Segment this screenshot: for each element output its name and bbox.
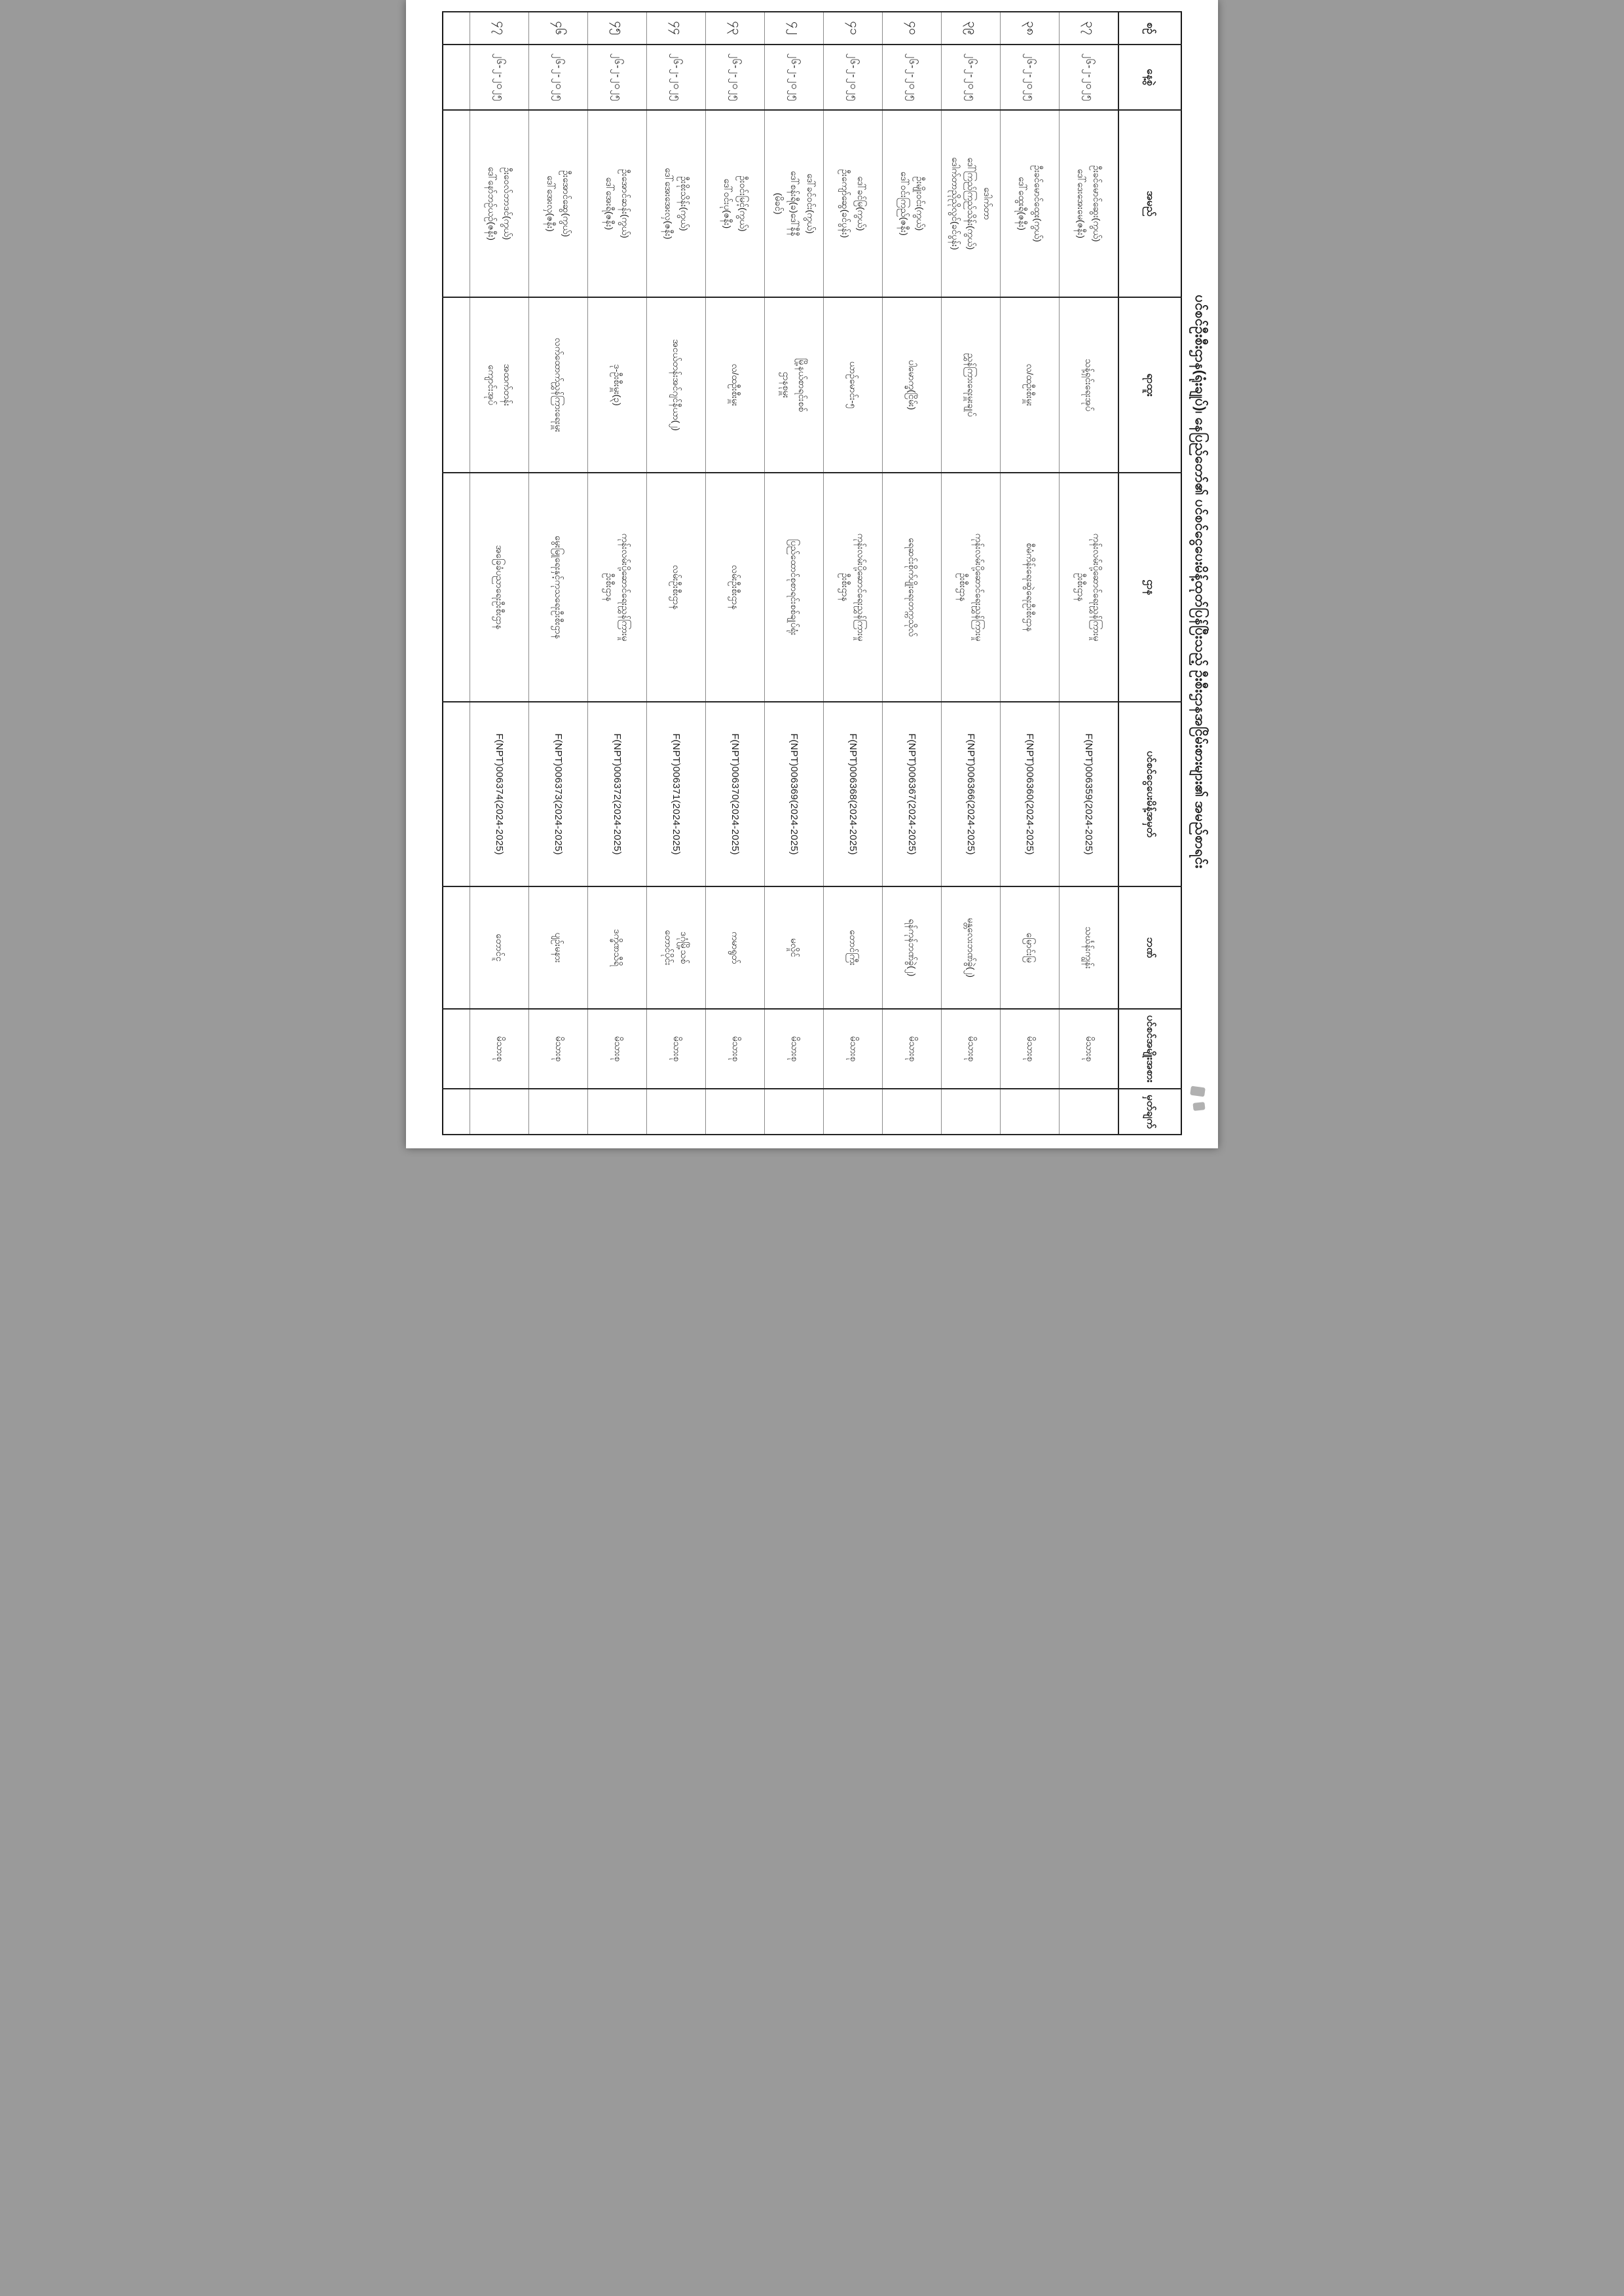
cell-bank: ရန်ကုန်ဘဏ်ခွဲ(၂) xyxy=(883,886,942,1009)
rotated-landscape-sheet xyxy=(406,0,1218,1148)
column-header-bank: ဘဏ် xyxy=(1118,886,1181,1009)
cell-permit: F(NPT)006371(2024-2025) xyxy=(647,702,706,886)
cell-date: ၂၆-၂-၂၀၂၅ xyxy=(765,45,824,110)
cell-name: ဦးဝေလ်ဘာဒင်(ကွယ်) ဒေါ်နော်ဘဉ်ယဉ်(ဇနီး) xyxy=(470,110,529,297)
cell-bank: တောင်ငူ xyxy=(470,886,529,1009)
cell-bank: မလှိုင် xyxy=(765,886,824,1009)
cell-no: ၃၈ xyxy=(1001,12,1060,45)
table-row xyxy=(470,12,529,1135)
cell-rank: အထက်တန်း ကျောင်းအုပ် xyxy=(470,297,529,473)
cell-no: ၄၆ xyxy=(529,12,588,45)
cell-bank: ဒက္ခိဏသီရိ xyxy=(588,886,647,1009)
cell-type: မိသားစု xyxy=(942,1009,1001,1089)
empty-cell xyxy=(443,886,470,1009)
cell-rank: လ/ထဦးစီးမှူး xyxy=(1001,297,1060,473)
cell-name: ဒေါက်တာ ဒေါ်ကြည်ကြည်သိန်း(ကွယ်) ဒေါက်တာညိုညိုလွင်(ခင်ပွန်း) xyxy=(942,110,1001,297)
cell-date: ၂၆-၂-၂၀၂၅ xyxy=(883,45,942,110)
column-header-dept: ဌာန xyxy=(1118,473,1181,702)
table-row xyxy=(706,12,765,1135)
column-header-permit: ပင်စင်ငွေပေးမိန့်အမှတ် xyxy=(1118,702,1181,886)
cell-bank: မြောင်းမြ xyxy=(1001,886,1060,1009)
empty-cell xyxy=(443,702,470,886)
table-body xyxy=(443,12,1118,1135)
cell-rank: အငယ်တန်းအင်ဂျင်နီယာ(၂) xyxy=(647,297,706,473)
cell-dept: လမ်းဦးစီးဌာန xyxy=(647,473,706,702)
empty-cell xyxy=(443,473,470,702)
cell-dept: ကုန်းလမ်းပို့ဆောင်ရေးညွှန်ကြားမှု ဦးစီးဌာန xyxy=(1060,473,1118,702)
table-row xyxy=(1001,12,1060,1135)
cell-date: ၂၆-၂-၂၀၂၅ xyxy=(1060,45,1118,110)
cell-name: ဦးအောင်ဆန်း(ကွယ်) ဒေါ်အေးရီ(ဇနီး) xyxy=(588,110,647,297)
cell-no: ၄၅ xyxy=(588,12,647,45)
cell-permit: F(NPT)006359(2024-2025) xyxy=(1060,702,1118,886)
cell-date: ၂၆-၂-၂၀၂၅ xyxy=(529,45,588,110)
column-header-rank: ရာထူး xyxy=(1118,297,1181,473)
empty-row xyxy=(443,12,470,1135)
cell-no: ၄၄ xyxy=(647,12,706,45)
cell-dept: ပြည်ထောင်စုစာရင်းစစ်ချုပ်ရုံး xyxy=(765,473,824,702)
cell-dept: မွေးမြူရေးနှင့်ကုသရေးဦးစီးဌာန xyxy=(529,473,588,702)
column-header-type: ပင်စင်အမျိုးအစား xyxy=(1118,1009,1181,1089)
cell-type: မိသားစု xyxy=(588,1009,647,1089)
column-header-date: နေ့စွဲ xyxy=(1118,45,1181,110)
table-row xyxy=(765,12,824,1135)
cell-remark xyxy=(588,1089,647,1135)
cell-name: ဦးအောင်ဆွေ(ကွယ်) ဒေါ်အေးလှ(ဇနီး) xyxy=(529,110,588,297)
cell-remark xyxy=(706,1089,765,1135)
cell-no: ၄၃ xyxy=(706,12,765,45)
cell-type: မိသားစု xyxy=(824,1009,883,1089)
table-row xyxy=(529,12,588,1135)
cell-bank: တောင်ကြီး xyxy=(824,886,883,1009)
empty-cell xyxy=(443,12,470,45)
cell-date: ၂၆-၂-၂၀၂၅ xyxy=(942,45,1001,110)
table-row xyxy=(647,12,706,1135)
corner-smudge xyxy=(1188,1087,1208,1130)
cell-permit: F(NPT)006368(2024-2025) xyxy=(824,702,883,886)
cell-type: မိသားစု xyxy=(529,1009,588,1089)
cell-date: ၂၆-၂-၂၀၂၅ xyxy=(647,45,706,110)
cell-remark xyxy=(824,1089,883,1135)
document-title: ပင်စင်ဦးစီးဌာန(ရုံးချုပ်)၊ နေပြည်တော်၏ ပင်စင်ငွေပေးမိန့်ထုတ်ပြန်ပြီးသည့် ဦးစီးဌာနအငြိမ်းစားများ၏ အမည်စာရင်း xyxy=(1192,295,1208,869)
cell-no: ၄၇ xyxy=(470,12,529,45)
table-row xyxy=(1060,12,1118,1135)
cell-date: ၂၆-၂-၂၀၂၅ xyxy=(1001,45,1060,110)
table-row xyxy=(824,12,883,1135)
empty-cell xyxy=(443,110,470,297)
cell-rank: ညွှန်ကြားရေးမှူးချုပ် xyxy=(942,297,1001,473)
cell-dept: လမ်းဦးစီးဌာန xyxy=(706,473,765,702)
column-header-name: အမည် xyxy=(1118,110,1181,297)
cell-rank: ပါမောက္ခ(ငြိမ်း) xyxy=(883,297,942,473)
column-header-no: စဉ် xyxy=(1118,12,1181,45)
cell-name: ဦးမျိုးဝင်း(ကွယ်) ဒေါ်ဝင်းကြည်(ဇနီး) xyxy=(883,110,942,297)
cell-type: မိသားစု xyxy=(883,1009,942,1089)
cell-no: ၄၁ xyxy=(824,12,883,45)
empty-cell xyxy=(443,45,470,110)
cell-bank: မန္တလေးဘဏ်ခွဲ(၂) xyxy=(942,886,1001,1009)
cell-name: ဒေါ်ခင်မြ(ကွယ်) ဦးကျော်ဆွေ(ခင်ပွန်း) xyxy=(824,110,883,297)
cell-dept: ကုန်းလမ်းပို့ဆောင်ရေးညွှန်ကြားမှု ဦးစီးဌာန xyxy=(824,473,883,702)
cell-type: မိသားစု xyxy=(470,1009,529,1089)
cell-dept: စီမံကိန်းရေးဆွဲရေးဦးစီးဌာန xyxy=(1001,473,1060,702)
cell-date: ၂၆-၂-၂၀၂၅ xyxy=(470,45,529,110)
cell-permit: F(NPT)006372(2024-2025) xyxy=(588,702,647,886)
cell-dept: ကုန်းလမ်းပို့ဆောင်ရေးညွှန်ကြားမှု ဦးစီးဌာန xyxy=(588,473,647,702)
cell-remark xyxy=(470,1089,529,1135)
cell-type: မိသားစု xyxy=(1001,1009,1060,1089)
table-header xyxy=(1118,12,1181,1135)
cell-name: ဦးခင်မောင်ထွေး(ကွယ်) ဒေါ်ထွေးရီ(ဇနီး) xyxy=(1001,110,1060,297)
cell-permit: F(NPT)006373(2024-2025) xyxy=(529,702,588,886)
cell-rank: လက်ထောက်ညွှန်ကြားရေးမှူး xyxy=(529,297,588,473)
cell-bank: သင်္ဃန်းကျွန်း xyxy=(1060,886,1118,1009)
cell-bank: ပျဉ်းမနား xyxy=(529,886,588,1009)
empty-cell xyxy=(443,1089,470,1135)
cell-remark xyxy=(942,1089,1001,1135)
cell-dept: ရေဆင်းစိုက်ပျိုးရေးတက္ကသိုလ် xyxy=(883,473,942,702)
cell-date: ၂၆-၂-၂၀၂၅ xyxy=(824,45,883,110)
pension-roster-table xyxy=(442,11,1182,1135)
cell-type: မိသားစု xyxy=(706,1009,765,1089)
cell-remark xyxy=(1060,1089,1118,1135)
cell-rank: ဒု-ဦးစီးမှူး(၃) xyxy=(588,297,647,473)
empty-cell xyxy=(443,297,470,473)
cell-name: ဦးခင်မောင်ဆွေး(ကွယ်) ဒေါ်ဒေးအေးမေ(ဇနီး) xyxy=(1060,110,1118,297)
cell-date: ၂၆-၂-၂၀၂၅ xyxy=(706,45,765,110)
column-header-remark: မှတ်ချက် xyxy=(1118,1089,1181,1135)
header-row xyxy=(1118,12,1181,1135)
cell-type: မိသားစု xyxy=(647,1009,706,1089)
cell-no: ၄၂ xyxy=(765,12,824,45)
cell-remark xyxy=(529,1089,588,1135)
cell-no: ၃၇ xyxy=(1060,12,1118,45)
cell-permit: F(NPT)006370(2024-2025) xyxy=(706,702,765,886)
cell-name: ဦးဝင်းမြင့်(ကွယ်) ဒေါ်ဝင်းပု(ဇနီး) xyxy=(706,110,765,297)
cell-dept: ကုန်းလမ်းပို့ဆောင်ရေးညွှန်ကြားမှု ဦးစီးဌာန xyxy=(942,473,1001,702)
empty-cell xyxy=(443,1009,470,1089)
cell-permit: F(NPT)006360(2024-2025) xyxy=(1001,702,1060,886)
cell-remark xyxy=(765,1089,824,1135)
cell-remark xyxy=(1001,1089,1060,1135)
cell-no: ၄၀ xyxy=(883,12,942,45)
cell-permit: F(NPT)006369(2024-2025) xyxy=(765,702,824,886)
cell-remark xyxy=(883,1089,942,1135)
cell-type: မိသားစု xyxy=(765,1009,824,1089)
cell-permit: F(NPT)006367(2024-2025) xyxy=(883,702,942,886)
cell-name: ဒေါ်ခင်ဝင်း(ကွယ်) ဒေါ်စန်းရီ(ခ)ဒေါ်နီနီ (မိခင်) xyxy=(765,110,824,297)
table-row xyxy=(883,12,942,1135)
cell-rank: လ/ထဦးစီးမှူး xyxy=(706,297,765,473)
cell-rank: သန့်ရှင်းရေးအုပ် xyxy=(1060,297,1118,473)
cell-remark xyxy=(647,1089,706,1135)
cell-rank: ယာဉ်မောင်း-၅ xyxy=(824,297,883,473)
table-row xyxy=(942,12,1001,1135)
cell-date: ၂၆-၂-၂၀၂၅ xyxy=(588,45,647,110)
cell-permit: F(NPT)006366(2024-2025) xyxy=(942,702,1001,886)
table-row xyxy=(588,12,647,1135)
cell-name: ဦးစိုးသိန်း(ကွယ်) ဒေါ်အေးအေးလှ(ဇနီး) xyxy=(647,110,706,297)
cell-rank: မြို့နယ်စာရင်းစစ် ဌာနစုမှူး xyxy=(765,297,824,473)
cell-permit: F(NPT)006374(2024-2025) xyxy=(470,702,529,886)
cell-dept: အခြေခံပညာရေးဦးစီးဌာန xyxy=(470,473,529,702)
cell-bank: ကမာရွတ် xyxy=(706,886,765,1009)
cell-no: ၃၉ xyxy=(942,12,1001,45)
cell-bank: ဒဂုံမြို့သစ် တောင်ပိုင်း xyxy=(647,886,706,1009)
cell-type: မိသားစု xyxy=(1060,1009,1118,1089)
scanned-document-page xyxy=(406,0,1218,1148)
